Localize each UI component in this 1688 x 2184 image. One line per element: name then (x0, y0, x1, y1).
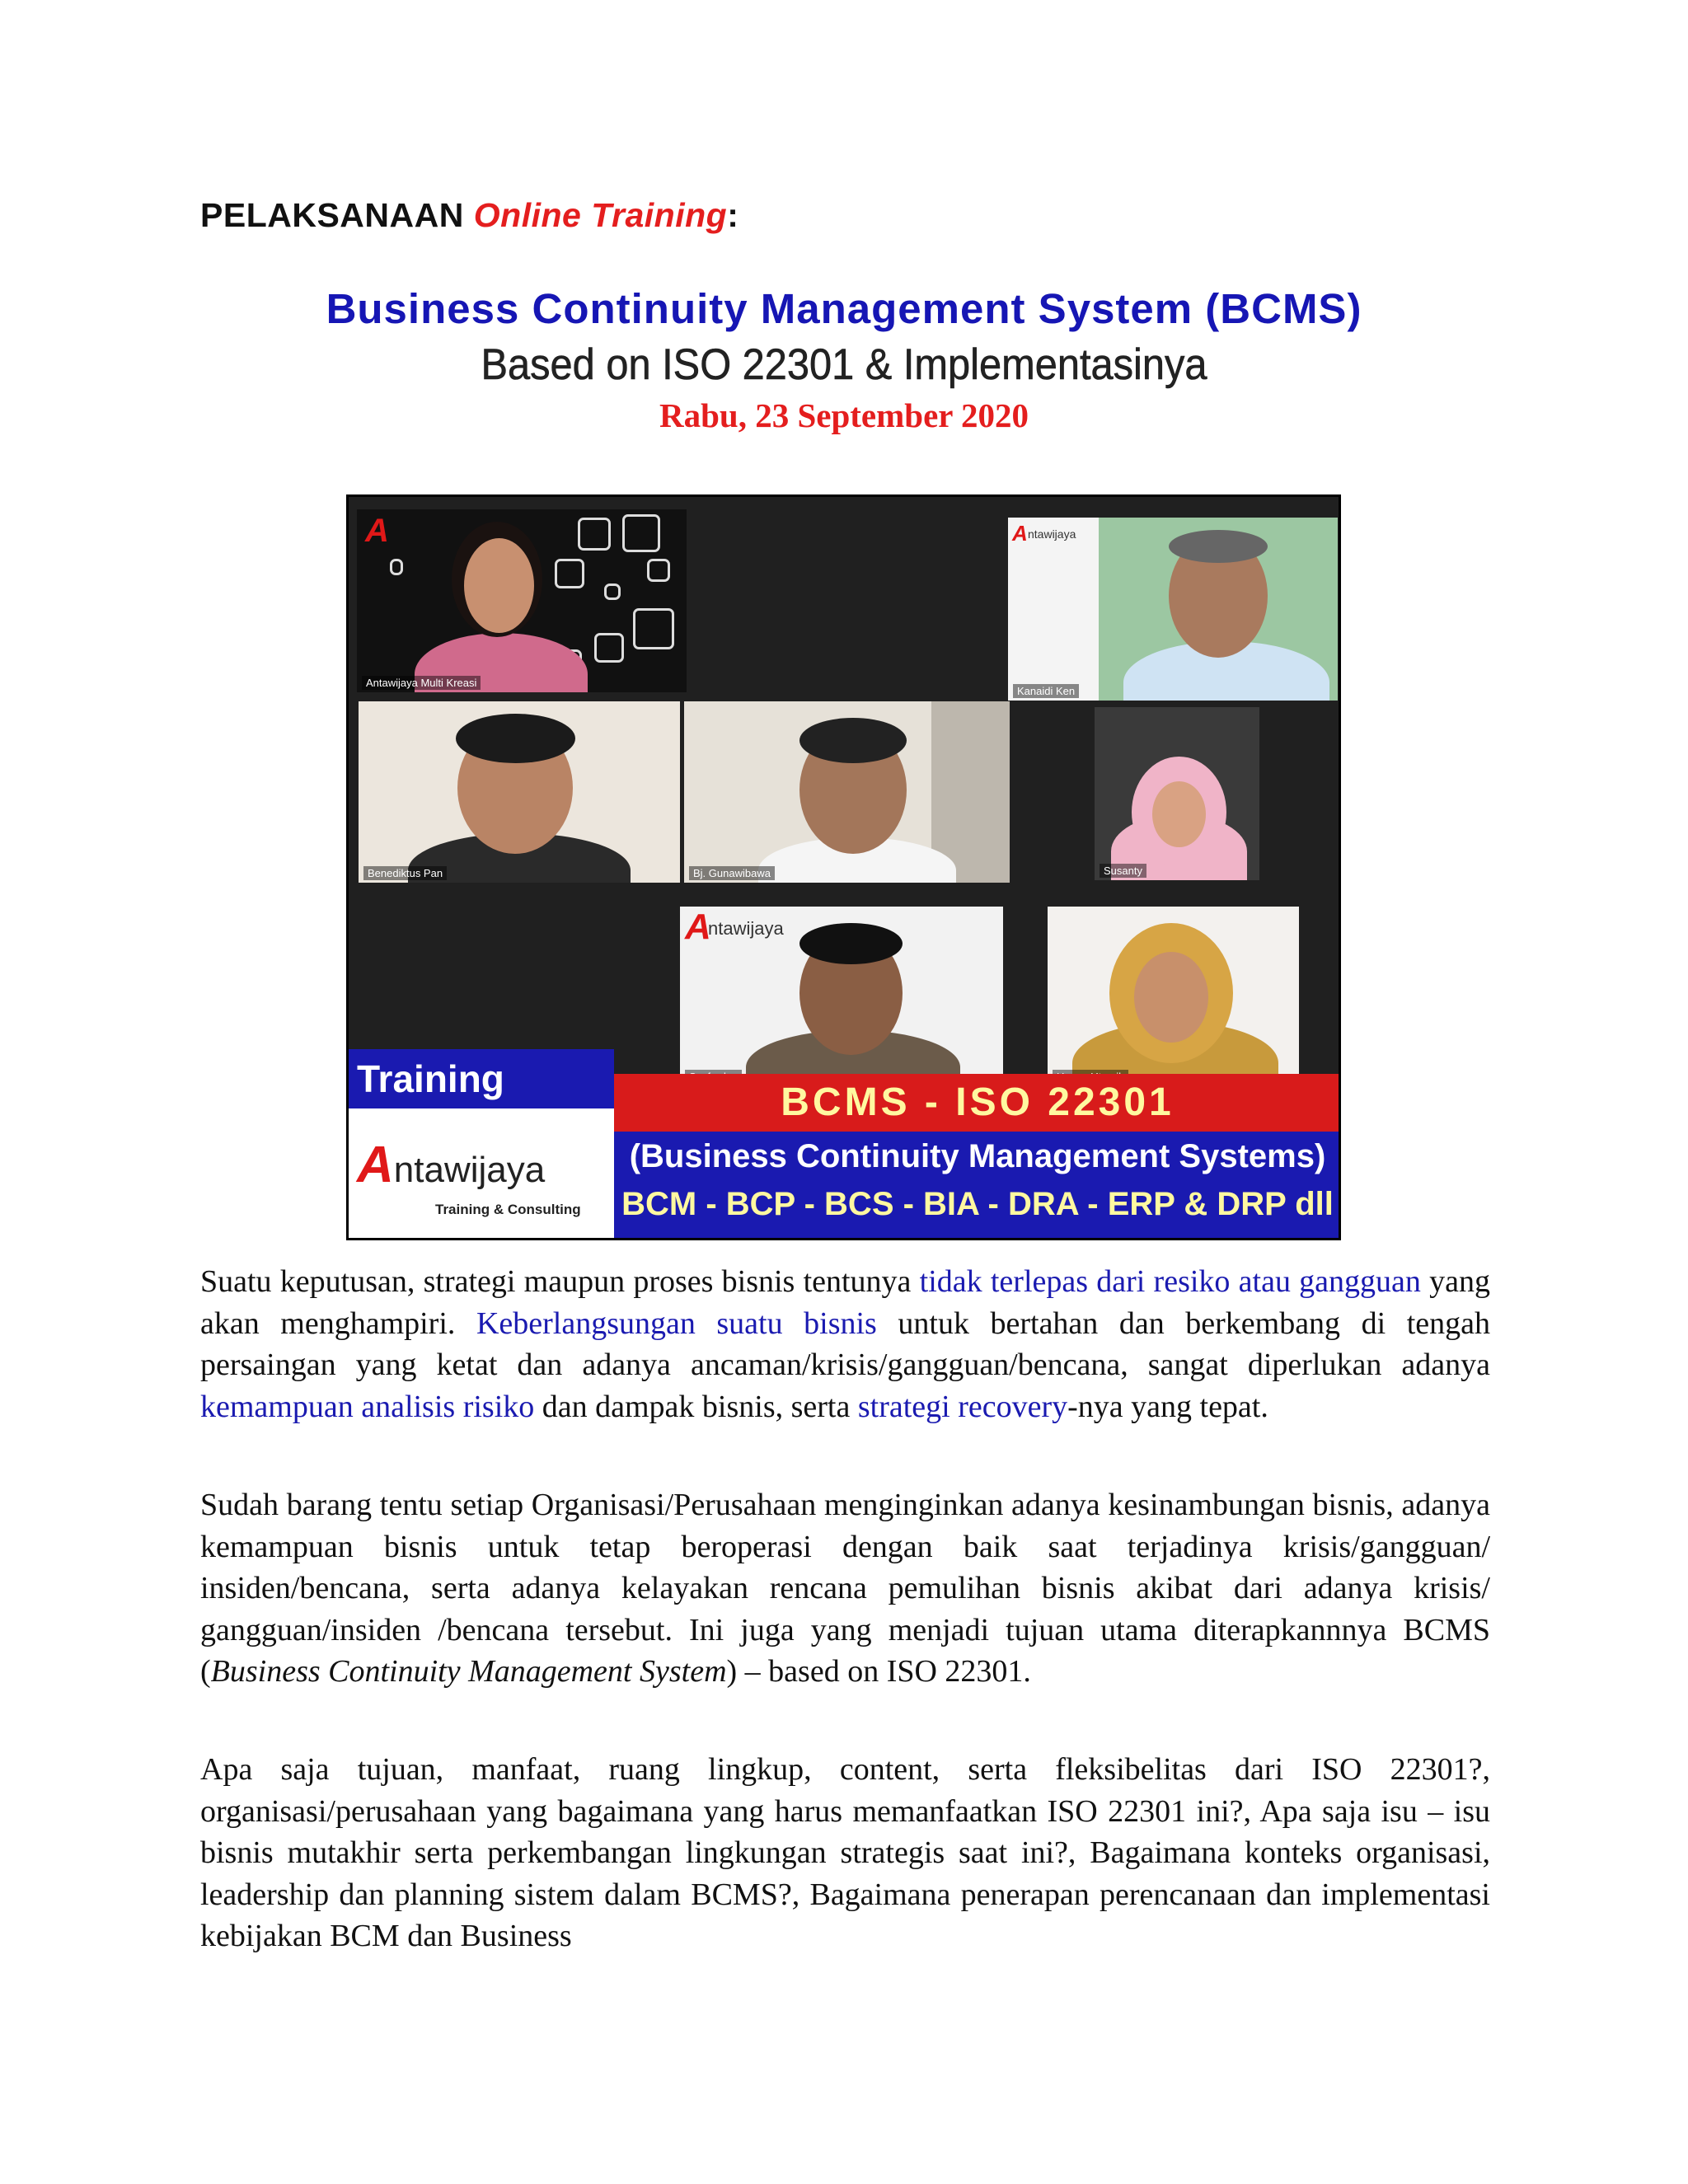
title-date: Rabu, 23 September 2020 (659, 396, 1029, 434)
banner-line-2: (Business Continuity Management Systems) (629, 1138, 1326, 1174)
training-session-photo (346, 494, 1341, 1240)
participant-tile (1048, 907, 1299, 1086)
para1-text: yang akan menghampiri. (200, 1264, 1491, 1341)
participant-tile (680, 907, 1003, 1086)
paragraph-1 (200, 1261, 1490, 1427)
paragraph-3 (200, 1749, 1490, 1957)
paragraph-2 (200, 1484, 1490, 1693)
para1-highlight: kemampuan analisis risiko (200, 1389, 535, 1424)
participant-name: Antawijaya Multi Kreasi (362, 676, 481, 690)
banner-line-3: BCM - BCP - BCS - BIA - DRA - ERP & DRP dll (621, 1186, 1334, 1222)
para1-highlight: Keberlangsungan suatu bisnis (476, 1305, 877, 1341)
participant-tile (357, 509, 687, 692)
antawijaya-logo-icon: A (685, 907, 711, 947)
banner-blue-box (614, 1132, 1341, 1240)
participant-name: Kanaidi Ken (1013, 684, 1079, 698)
para1-text: Suatu keputusan, strategi maupun proses bisnis tentunya (200, 1264, 920, 1299)
antawijaya-logo-icon: A (1012, 521, 1028, 546)
small-logo-text: ntawijaya (708, 918, 784, 939)
training-banner-left (349, 1049, 614, 1240)
participant-tile (1008, 518, 1338, 701)
participant-tile (1095, 707, 1259, 880)
para1-text: dan dampak bisnis, serta (534, 1389, 858, 1424)
title-line-1: Business Continuity Management System (BCMS) (326, 285, 1362, 332)
brand-logo (357, 1136, 604, 1194)
para1-text: -nya yang tepat. (1067, 1389, 1268, 1424)
brand-subtitle: Training & Consulting (435, 1202, 581, 1217)
para1-highlight: tidak terlepas dari resiko atau gangguan (919, 1264, 1421, 1299)
participant-name: Susanty (1100, 864, 1146, 878)
small-logo-text: ntawijaya (1028, 527, 1076, 541)
training-label: Training (349, 1049, 614, 1108)
participant-tile (684, 701, 1010, 883)
brand-letter: A (357, 1137, 394, 1193)
para3-text: Apa saja tujuan, manfaat, ruang lingkup, content, serta fleksibelitas dari ISO 22301?, organisasi/perusahaan yang bagaimana yang harus memanfaatkan ISO 22301 ini?, Apa saja isu – isu bisnis mutakhir serta perkembangan lingkungan strategis saat ini?, Bagaimana konteks organisasi, leadership dan planning sistem dalam BCMS?, Bagaimana penerapan perencanaan dan implementasi kebijakan BCM dan Business (200, 1752, 1490, 1953)
training-banner-right (614, 1074, 1341, 1240)
participant-tile (359, 701, 680, 883)
participant-name: Bj. Gunawibawa (689, 866, 775, 880)
para1-text: untuk bertahan dan berkembang di tengah persaingan yang ketat dan adanya ancaman/krisis/gangguan/bencana, sangat diperlukan adanya (200, 1305, 1490, 1382)
para2-italic: Business Continuity Management System (210, 1654, 727, 1689)
brand-name: ntawijaya (393, 1150, 546, 1190)
banner-line-1: BCMS - ISO 22301 (614, 1074, 1341, 1132)
title-line-2: Based on ISO 22301 & Implementasinya (481, 340, 1207, 389)
para1-highlight: strategi recovery (857, 1389, 1068, 1424)
participant-name: Benediktus Pan (363, 866, 447, 880)
heading-suffix: : (727, 196, 739, 234)
heading-emphasis: Online Training (473, 196, 728, 234)
antawijaya-logo-icon: A (365, 513, 389, 549)
para2-text: ) – based on ISO 22301. (726, 1654, 1031, 1689)
section-heading (200, 196, 738, 235)
para2-text: Sudah barang tentu setiap Organisasi/Perusahaan menginginkan adanya kesinambungan bisnis, adanya kemampuan bisnis untuk tetap beroperasi dengan baik saat terjadinya krisis/gangguan/ insiden/bencana, serta adanya kelayakan rencana pemulihan bisnis akibat dari adanya krisis/ gangguan/insiden /bencana tersebut. Ini juga yang menjadi tujuan utama diterapkannnya BCMS ( (200, 1488, 1490, 1689)
heading-prefix: PELAKSANAAN (200, 196, 464, 234)
